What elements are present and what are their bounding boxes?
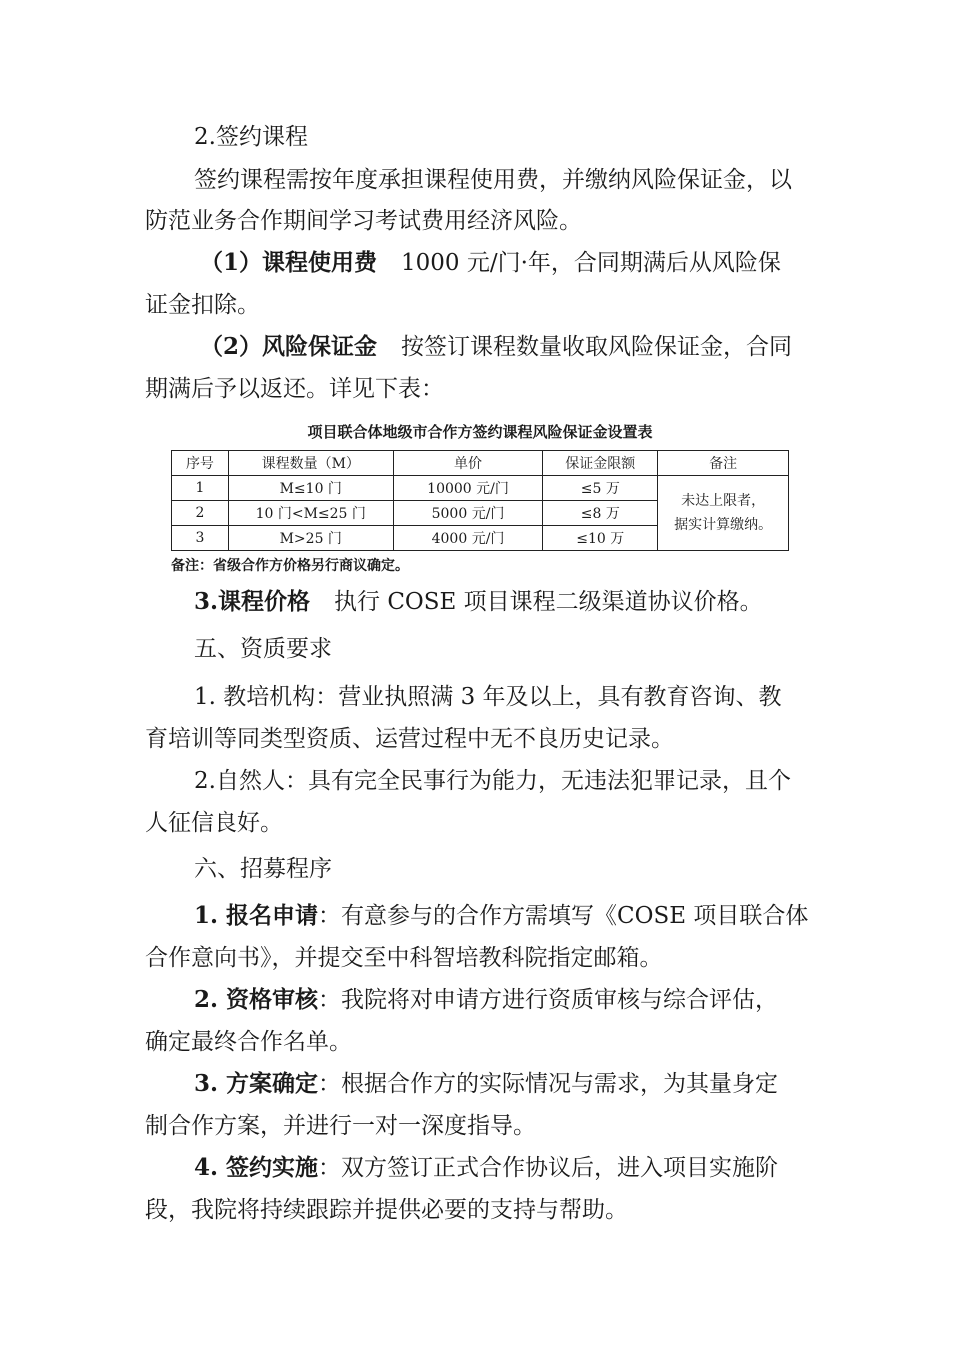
paragraph-line bbox=[194, 587, 763, 617]
paragraph-line bbox=[194, 1153, 778, 1183]
table-cell: 10000 元/门 bbox=[393, 476, 543, 501]
paragraph-line: 期满后予以返还。详见下表： bbox=[145, 376, 444, 402]
step-label: 3. 方案确定 bbox=[194, 1070, 319, 1097]
table-header: 单价 bbox=[393, 451, 543, 476]
table-cell: 1 bbox=[172, 476, 229, 501]
table-header: 保证金限额 bbox=[543, 451, 658, 476]
step-text: ：我院将对申请方进行资质审核与综合评估， bbox=[318, 987, 779, 1013]
step-text: ：双方签订正式合作协议后，进入项目实施阶 bbox=[318, 1155, 779, 1181]
paragraph-line: 段，我院将持续跟踪并提供必要的支持与帮助。 bbox=[145, 1197, 628, 1223]
paragraph-line: 1. 教培机构：营业执照满 3 年及以上，具有教育咨询、教 bbox=[194, 684, 782, 710]
deposit-text: 按签订课程数量收取风险保证金，合同 bbox=[401, 334, 793, 360]
step-text: ：根据合作方的实际情况与需求，为其量身定 bbox=[318, 1071, 779, 1097]
table-cell: ≤8 万 bbox=[543, 501, 658, 526]
price-text: 执行 COSE 项目课程二级渠道协议价格。 bbox=[334, 589, 763, 615]
paragraph-line: 2.自然人：具有完全民事行为能力，无违法犯罪记录，且个 bbox=[194, 768, 791, 794]
table-header: 备注 bbox=[658, 451, 789, 476]
step-label: 1. 报名申请 bbox=[194, 902, 319, 929]
paragraph-line: 制合作方案，并进行一对一深度指导。 bbox=[145, 1113, 536, 1139]
step-label: 4. 签约实施 bbox=[194, 1154, 319, 1181]
table-cell: 2 bbox=[172, 501, 229, 526]
table-header-row bbox=[172, 451, 789, 476]
table-cell: ≤10 万 bbox=[543, 526, 658, 551]
paragraph-line: 防范业务合作期间学习考试费用经济风险。 bbox=[145, 208, 582, 234]
section-heading: 五、资质要求 bbox=[194, 636, 332, 662]
table-cell: ≤5 万 bbox=[543, 476, 658, 501]
table-note: 备注：省级合作方价格另行商议确定。 bbox=[171, 558, 409, 574]
table-remark-cell bbox=[658, 476, 789, 551]
table-cell: 10 门<M≤25 门 bbox=[228, 501, 393, 526]
table-cell: 5000 元/门 bbox=[393, 501, 543, 526]
table-cell: 3 bbox=[172, 526, 229, 551]
paragraph-line: 育培训等同类型资质、运营过程中无不良历史记录。 bbox=[145, 726, 674, 752]
table-cell: M>25 门 bbox=[228, 526, 393, 551]
table-cell: 4000 元/门 bbox=[393, 526, 543, 551]
section-heading: 2.签约课程 bbox=[194, 124, 308, 150]
step-label: 2. 资格审核 bbox=[194, 986, 319, 1013]
paragraph-line: 人征信良好。 bbox=[145, 810, 283, 836]
paragraph-line: 证金扣除。 bbox=[145, 292, 260, 318]
table-cell: M≤10 门 bbox=[228, 476, 393, 501]
table-header: 课程数量（M） bbox=[228, 451, 393, 476]
paragraph-line bbox=[194, 901, 808, 931]
paragraph-line: 合作意向书》，并提交至中科智培教科院指定邮箱。 bbox=[145, 945, 663, 971]
price-label: 3.课程价格 bbox=[194, 588, 311, 615]
paragraph-line bbox=[200, 332, 792, 362]
fee-text: 1000 元/门·年，合同期满后从风险保 bbox=[401, 250, 781, 276]
deposit-table bbox=[171, 450, 789, 551]
paragraph-line bbox=[194, 1069, 778, 1099]
fee-label: （1）课程使用费 bbox=[200, 249, 378, 276]
table-caption: 项目联合体地级市合作方签约课程风险保证金设置表 bbox=[307, 423, 653, 441]
paragraph-line: 签约课程需按年度承担课程使用费，并缴纳风险保证金，以 bbox=[194, 167, 792, 193]
section-heading: 六、招募程序 bbox=[194, 856, 332, 882]
paragraph-line bbox=[200, 248, 781, 278]
remark-line: 未达上限者， bbox=[681, 493, 766, 509]
table-row bbox=[172, 476, 789, 501]
deposit-label: （2）风险保证金 bbox=[200, 333, 378, 360]
remark-line: 据实计算缴纳。 bbox=[674, 517, 773, 533]
table-header: 序号 bbox=[172, 451, 229, 476]
paragraph-line bbox=[194, 985, 778, 1015]
paragraph-line: 确定最终合作名单。 bbox=[145, 1029, 352, 1055]
step-text: ：有意参与的合作方需填写《COSE 项目联合体 bbox=[318, 903, 809, 929]
